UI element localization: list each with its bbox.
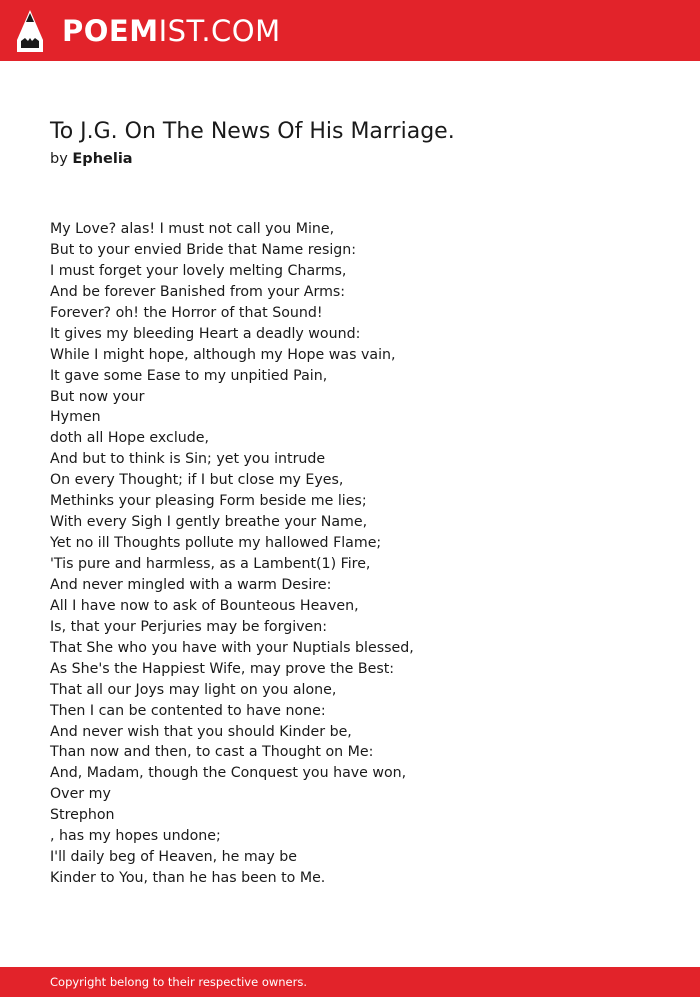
poem-line: And never mingled with a warm Desire: — [50, 576, 332, 593]
site-header — [0, 0, 700, 61]
poem-author: Ephelia — [72, 151, 133, 167]
poem-line: But to your envied Bride that Name resign: — [50, 241, 357, 258]
poem-line: Methinks your pleasing Form beside me lies; — [50, 493, 367, 510]
site-logo[interactable] — [17, 9, 281, 53]
poem-line: 'Tis pure and harmless, as a Lambent(1) Fire, — [50, 556, 371, 572]
byline-label: by — [50, 151, 68, 167]
poem-line: I'll daily beg of Heaven, he may be — [50, 849, 298, 866]
poem-byline — [50, 149, 133, 169]
poem-line: Strephon — [50, 807, 115, 824]
poem-line: Than now and then, to cast a Thought on Me: — [50, 744, 374, 761]
poem-line: Then I can be contented to have none: — [50, 702, 326, 719]
poem-line: That She who you have with your Nuptials blessed, — [50, 639, 414, 656]
poem-line: Yet no ill Thoughts pollute my hallowed Flame; — [50, 535, 382, 552]
poem-line: And be forever Banished from your Arms: — [50, 283, 346, 300]
poem-line: All I have now to ask of Bounteous Heaven, — [50, 597, 359, 614]
poem-line: Hymen — [50, 409, 101, 426]
poem-line: , has my hopes undone; — [50, 828, 221, 845]
site-logo-text — [62, 9, 281, 53]
poem-line: But now your — [50, 388, 145, 405]
site-footer — [0, 967, 700, 997]
poem-line: And, Madam, though the Conquest you have won, — [50, 765, 407, 782]
poem-line: I must forget your lovely melting Charms, — [50, 262, 347, 279]
poem-line: It gave some Ease to my unpitied Pain, — [50, 367, 328, 384]
poem-line: Is, that your Perjuries may be forgiven: — [50, 618, 328, 635]
poem-line: My Love? alas! I must not call you Mine, — [50, 221, 335, 237]
logo-bold-text: POEM — [62, 14, 159, 48]
poem-line: It gives my bleeding Heart a deadly wound: — [50, 325, 361, 342]
poem-line: While I might hope, although my Hope was vain, — [50, 346, 396, 363]
poem-line: Over my — [50, 786, 111, 803]
poem-line: And but to think is Sin; yet you intrude — [50, 451, 326, 468]
poem-line: As She's the Happiest Wife, may prove the Best: — [50, 660, 395, 677]
poem-line: With every Sigh I gently breathe your Name, — [50, 514, 368, 531]
poem-title: To J.G. On The News Of His Marriage. — [50, 119, 455, 144]
poem-line: And never wish that you should Kinder be, — [50, 723, 352, 740]
logo-light-text: IST.COM — [158, 14, 281, 48]
poem-line: Kinder to You, than he has been to Me. — [50, 870, 326, 887]
pencil-icon — [17, 10, 43, 52]
poem-line: That all our Joys may light on you alone, — [50, 681, 337, 698]
copyright-text: Copyright belong to their respective owners. — [50, 975, 308, 989]
poem-line: doth all Hope exclude, — [50, 430, 210, 447]
poem-body — [50, 219, 670, 889]
poem-line: On every Thought; if I but close my Eyes, — [50, 472, 344, 489]
poem-line: Forever? oh! the Horror of that Sound! — [50, 304, 323, 321]
